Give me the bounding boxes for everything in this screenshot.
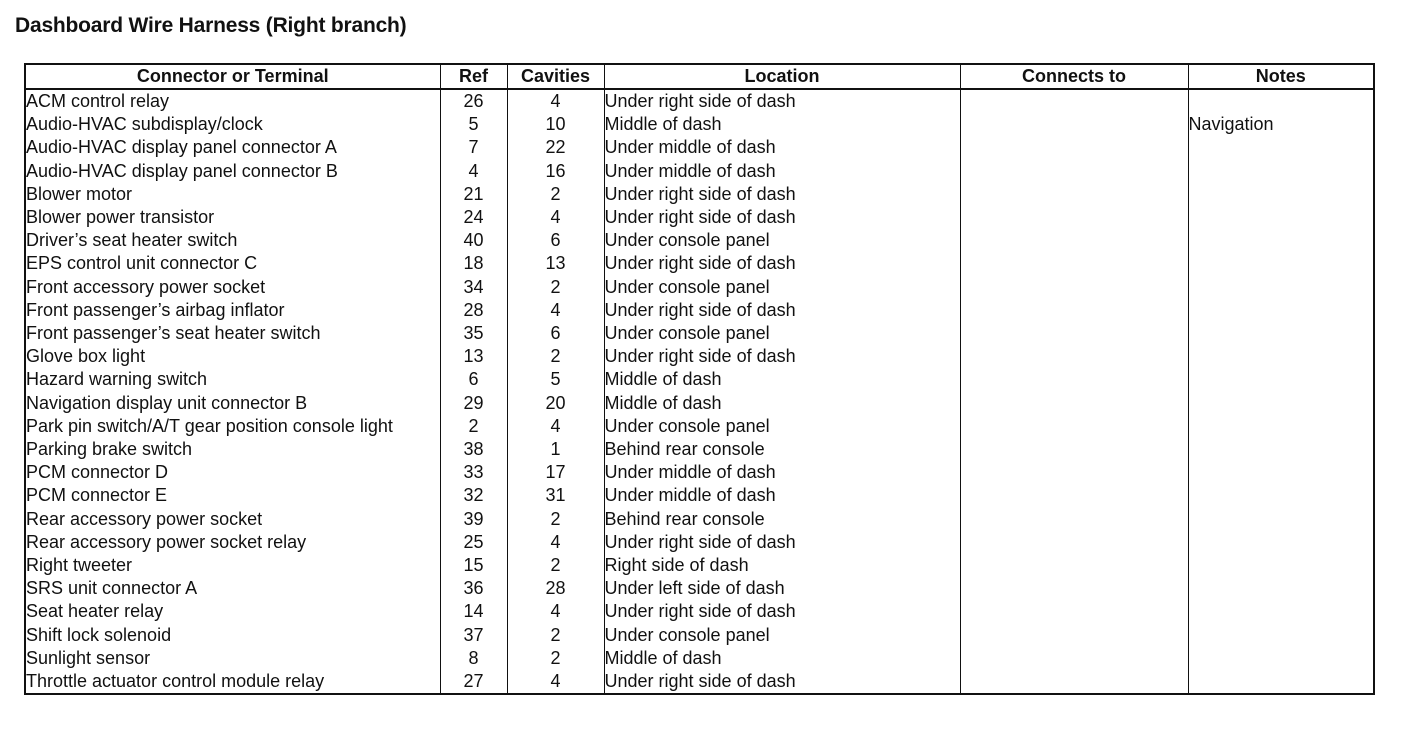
cell-ref: 21 bbox=[440, 183, 507, 206]
cell-connector: Front accessory power socket bbox=[25, 276, 440, 299]
cell-connector: Rear accessory power socket bbox=[25, 508, 440, 531]
cell-connects-to bbox=[960, 322, 1188, 345]
cell-connects-to bbox=[960, 252, 1188, 275]
cell-location: Under middle of dash bbox=[604, 484, 960, 507]
cell-cavities: 6 bbox=[507, 322, 604, 345]
cell-connector: Right tweeter bbox=[25, 554, 440, 577]
cell-ref: 33 bbox=[440, 461, 507, 484]
cell-location: Under right side of dash bbox=[604, 345, 960, 368]
cell-location: Under console panel bbox=[604, 624, 960, 647]
cell-location: Under right side of dash bbox=[604, 299, 960, 322]
cell-connects-to bbox=[960, 160, 1188, 183]
cell-notes bbox=[1188, 554, 1374, 577]
cell-cavities: 22 bbox=[507, 136, 604, 159]
table-row bbox=[25, 600, 1374, 623]
table-row bbox=[25, 322, 1374, 345]
cell-cavities: 2 bbox=[507, 276, 604, 299]
cell-connects-to bbox=[960, 624, 1188, 647]
cell-cavities: 4 bbox=[507, 670, 604, 694]
cell-connector: PCM connector E bbox=[25, 484, 440, 507]
cell-connector: Sunlight sensor bbox=[25, 647, 440, 670]
cell-cavities: 2 bbox=[507, 624, 604, 647]
cell-notes bbox=[1188, 229, 1374, 252]
table-row bbox=[25, 136, 1374, 159]
table-row bbox=[25, 160, 1374, 183]
cell-connector: Audio-HVAC display panel connector B bbox=[25, 160, 440, 183]
table-row bbox=[25, 299, 1374, 322]
cell-location: Under left side of dash bbox=[604, 577, 960, 600]
table-row bbox=[25, 229, 1374, 252]
cell-ref: 40 bbox=[440, 229, 507, 252]
column-header-connector: Connector or Terminal bbox=[25, 64, 440, 89]
cell-connects-to bbox=[960, 508, 1188, 531]
table-header-row bbox=[25, 64, 1374, 89]
cell-notes bbox=[1188, 136, 1374, 159]
cell-cavities: 17 bbox=[507, 461, 604, 484]
table-row bbox=[25, 276, 1374, 299]
cell-location: Under right side of dash bbox=[604, 206, 960, 229]
cell-ref: 27 bbox=[440, 670, 507, 694]
cell-notes bbox=[1188, 508, 1374, 531]
cell-location: Middle of dash bbox=[604, 113, 960, 136]
cell-cavities: 4 bbox=[507, 206, 604, 229]
cell-notes bbox=[1188, 276, 1374, 299]
cell-connects-to bbox=[960, 438, 1188, 461]
cell-ref: 2 bbox=[440, 415, 507, 438]
table-body bbox=[25, 89, 1374, 694]
cell-location: Under middle of dash bbox=[604, 461, 960, 484]
cell-connects-to bbox=[960, 276, 1188, 299]
cell-cavities: 13 bbox=[507, 252, 604, 275]
cell-connects-to bbox=[960, 113, 1188, 136]
cell-cavities: 2 bbox=[507, 345, 604, 368]
table-row bbox=[25, 368, 1374, 391]
table-row bbox=[25, 345, 1374, 368]
cell-notes bbox=[1188, 531, 1374, 554]
cell-connector: Parking brake switch bbox=[25, 438, 440, 461]
cell-cavities: 2 bbox=[507, 554, 604, 577]
cell-connects-to bbox=[960, 531, 1188, 554]
cell-ref: 25 bbox=[440, 531, 507, 554]
cell-location: Under console panel bbox=[604, 229, 960, 252]
cell-notes bbox=[1188, 160, 1374, 183]
cell-connects-to bbox=[960, 577, 1188, 600]
cell-location: Under right side of dash bbox=[604, 183, 960, 206]
column-header-location: Location bbox=[604, 64, 960, 89]
cell-location: Under right side of dash bbox=[604, 531, 960, 554]
cell-ref: 32 bbox=[440, 484, 507, 507]
table-row bbox=[25, 461, 1374, 484]
cell-connector: Navigation display unit connector B bbox=[25, 392, 440, 415]
cell-cavities: 4 bbox=[507, 415, 604, 438]
cell-connects-to bbox=[960, 461, 1188, 484]
table-row bbox=[25, 647, 1374, 670]
cell-connects-to bbox=[960, 299, 1188, 322]
cell-cavities: 2 bbox=[507, 183, 604, 206]
page-title: Dashboard Wire Harness (Right branch) bbox=[15, 14, 407, 37]
cell-connector: Throttle actuator control module relay bbox=[25, 670, 440, 694]
table-row bbox=[25, 392, 1374, 415]
cell-connector: Glove box light bbox=[25, 345, 440, 368]
cell-location: Under console panel bbox=[604, 415, 960, 438]
cell-notes bbox=[1188, 461, 1374, 484]
column-header-ref: Ref bbox=[440, 64, 507, 89]
table-row bbox=[25, 624, 1374, 647]
table-row bbox=[25, 508, 1374, 531]
cell-notes bbox=[1188, 89, 1374, 113]
cell-cavities: 4 bbox=[507, 299, 604, 322]
cell-connects-to bbox=[960, 600, 1188, 623]
cell-location: Under console panel bbox=[604, 322, 960, 345]
table-row bbox=[25, 484, 1374, 507]
table-row bbox=[25, 415, 1374, 438]
cell-ref: 37 bbox=[440, 624, 507, 647]
cell-cavities: 4 bbox=[507, 600, 604, 623]
cell-location: Under right side of dash bbox=[604, 252, 960, 275]
cell-connector: Shift lock solenoid bbox=[25, 624, 440, 647]
cell-notes bbox=[1188, 670, 1374, 694]
cell-notes bbox=[1188, 624, 1374, 647]
cell-connector: Hazard warning switch bbox=[25, 368, 440, 391]
cell-cavities: 20 bbox=[507, 392, 604, 415]
cell-ref: 39 bbox=[440, 508, 507, 531]
cell-location: Under middle of dash bbox=[604, 160, 960, 183]
cell-cavities: 1 bbox=[507, 438, 604, 461]
cell-connects-to bbox=[960, 183, 1188, 206]
cell-notes bbox=[1188, 252, 1374, 275]
cell-location: Under right side of dash bbox=[604, 600, 960, 623]
cell-notes bbox=[1188, 438, 1374, 461]
cell-ref: 36 bbox=[440, 577, 507, 600]
cell-location: Middle of dash bbox=[604, 368, 960, 391]
cell-connects-to bbox=[960, 136, 1188, 159]
cell-connector: PCM connector D bbox=[25, 461, 440, 484]
cell-connector: Blower power transistor bbox=[25, 206, 440, 229]
cell-connects-to bbox=[960, 415, 1188, 438]
cell-connector: Front passenger’s seat heater switch bbox=[25, 322, 440, 345]
cell-cavities: 16 bbox=[507, 160, 604, 183]
cell-notes bbox=[1188, 206, 1374, 229]
table-row bbox=[25, 113, 1374, 136]
cell-connector: ACM control relay bbox=[25, 89, 440, 113]
cell-connects-to bbox=[960, 345, 1188, 368]
cell-cavities: 4 bbox=[507, 89, 604, 113]
cell-connects-to bbox=[960, 89, 1188, 113]
column-header-notes: Notes bbox=[1188, 64, 1374, 89]
cell-notes bbox=[1188, 415, 1374, 438]
cell-connects-to bbox=[960, 484, 1188, 507]
table-row bbox=[25, 206, 1374, 229]
cell-connects-to bbox=[960, 368, 1188, 391]
cell-connector: EPS control unit connector C bbox=[25, 252, 440, 275]
cell-ref: 5 bbox=[440, 113, 507, 136]
table-row bbox=[25, 531, 1374, 554]
cell-connects-to bbox=[960, 554, 1188, 577]
cell-notes bbox=[1188, 392, 1374, 415]
cell-notes bbox=[1188, 647, 1374, 670]
cell-connects-to bbox=[960, 206, 1188, 229]
table-row bbox=[25, 89, 1374, 113]
cell-location: Behind rear console bbox=[604, 508, 960, 531]
cell-cavities: 5 bbox=[507, 368, 604, 391]
cell-connector: Driver’s seat heater switch bbox=[25, 229, 440, 252]
cell-location: Under right side of dash bbox=[604, 89, 960, 113]
column-header-cavities: Cavities bbox=[507, 64, 604, 89]
cell-location: Middle of dash bbox=[604, 392, 960, 415]
cell-location: Under console panel bbox=[604, 276, 960, 299]
cell-connects-to bbox=[960, 392, 1188, 415]
cell-connects-to bbox=[960, 647, 1188, 670]
cell-notes bbox=[1188, 345, 1374, 368]
cell-location: Middle of dash bbox=[604, 647, 960, 670]
cell-connector: Blower motor bbox=[25, 183, 440, 206]
cell-connector: Rear accessory power socket relay bbox=[25, 531, 440, 554]
cell-ref: 29 bbox=[440, 392, 507, 415]
cell-connector: Audio-HVAC subdisplay/clock bbox=[25, 113, 440, 136]
cell-ref: 8 bbox=[440, 647, 507, 670]
cell-connector: Audio-HVAC display panel connector A bbox=[25, 136, 440, 159]
cell-location: Right side of dash bbox=[604, 554, 960, 577]
cell-ref: 34 bbox=[440, 276, 507, 299]
cell-location: Behind rear console bbox=[604, 438, 960, 461]
cell-ref: 4 bbox=[440, 160, 507, 183]
cell-cavities: 4 bbox=[507, 531, 604, 554]
cell-ref: 7 bbox=[440, 136, 507, 159]
cell-connects-to bbox=[960, 229, 1188, 252]
cell-notes bbox=[1188, 577, 1374, 600]
cell-ref: 13 bbox=[440, 345, 507, 368]
table-row bbox=[25, 554, 1374, 577]
cell-notes bbox=[1188, 484, 1374, 507]
cell-ref: 18 bbox=[440, 252, 507, 275]
cell-ref: 14 bbox=[440, 600, 507, 623]
cell-cavities: 6 bbox=[507, 229, 604, 252]
cell-connector: Front passenger’s airbag inflator bbox=[25, 299, 440, 322]
table-row bbox=[25, 183, 1374, 206]
column-header-connects-to: Connects to bbox=[960, 64, 1188, 89]
table-row bbox=[25, 252, 1374, 275]
cell-notes bbox=[1188, 299, 1374, 322]
cell-ref: 26 bbox=[440, 89, 507, 113]
cell-ref: 6 bbox=[440, 368, 507, 391]
cell-ref: 24 bbox=[440, 206, 507, 229]
cell-ref: 28 bbox=[440, 299, 507, 322]
cell-ref: 38 bbox=[440, 438, 507, 461]
cell-location: Under middle of dash bbox=[604, 136, 960, 159]
cell-connector: Park pin switch/A/T gear position console light bbox=[25, 415, 440, 438]
cell-cavities: 31 bbox=[507, 484, 604, 507]
cell-cavities: 28 bbox=[507, 577, 604, 600]
cell-ref: 35 bbox=[440, 322, 507, 345]
table-row bbox=[25, 670, 1374, 694]
cell-connector: Seat heater relay bbox=[25, 600, 440, 623]
cell-cavities: 2 bbox=[507, 508, 604, 531]
cell-notes bbox=[1188, 183, 1374, 206]
cell-ref: 15 bbox=[440, 554, 507, 577]
cell-cavities: 2 bbox=[507, 647, 604, 670]
cell-location: Under right side of dash bbox=[604, 670, 960, 694]
harness-table bbox=[24, 63, 1375, 695]
table-row bbox=[25, 577, 1374, 600]
cell-notes: Navigation bbox=[1188, 113, 1374, 136]
cell-notes bbox=[1188, 368, 1374, 391]
cell-notes bbox=[1188, 600, 1374, 623]
cell-connector: SRS unit connector A bbox=[25, 577, 440, 600]
table-row bbox=[25, 438, 1374, 461]
cell-cavities: 10 bbox=[507, 113, 604, 136]
cell-connects-to bbox=[960, 670, 1188, 694]
cell-notes bbox=[1188, 322, 1374, 345]
